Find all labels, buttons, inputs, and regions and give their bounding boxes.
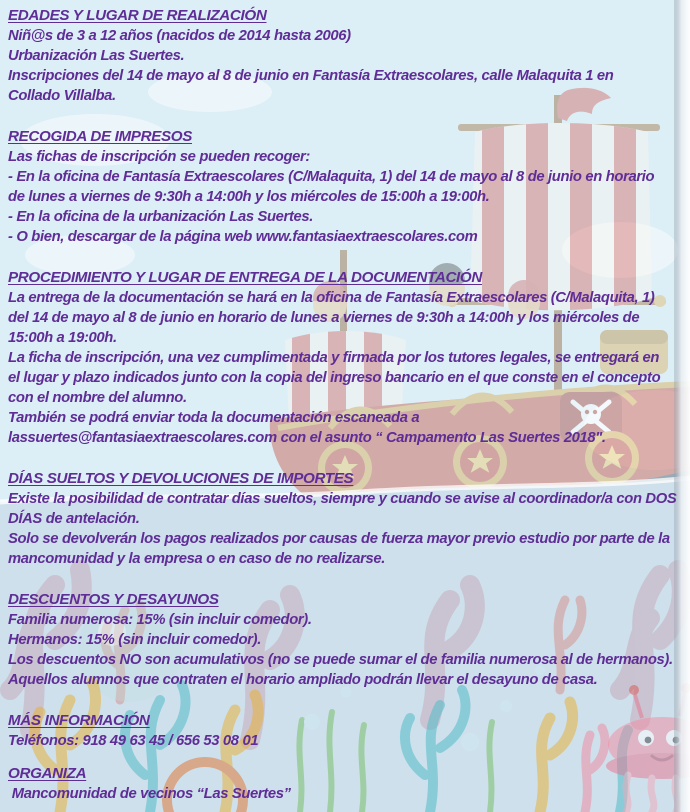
- section-heading: PROCEDIMIENTO Y LUGAR DE ENTREGA DE LA DOCUMENTACIÓN: [8, 269, 483, 286]
- body-line: Existe la posibilidad de contratar días sueltos, siempre y cuando se avise al coordinador/a con DOS: [8, 491, 677, 507]
- body-line: Collado Villalba.: [8, 88, 116, 104]
- flyer-section: [8, 6, 680, 106]
- flyer-section: [8, 711, 680, 751]
- body-line: DÍAS de antelación.: [8, 511, 140, 527]
- body-line: el lugar y plazo indicados junto con la copia del ingreso bancario en el que conste en el concepto: [8, 370, 661, 386]
- body-line: Aquellos alumnos que contraten el horario ampliado podrán llevar el desayuno de casa.: [8, 672, 598, 688]
- body-line: con el nombre del alumno.: [8, 390, 187, 406]
- body-line: Mancomunidad de vecinos “Las Suertes”: [8, 786, 291, 802]
- section-heading: RECOGIDA DE IMPRESOS: [8, 128, 192, 145]
- section-heading: DESCUENTOS Y DESAYUNOS: [8, 591, 219, 608]
- section-heading: MÁS INFORMACIÓN: [8, 712, 150, 729]
- body-line: Hermanos: 15% (sin incluir comedor).: [8, 632, 261, 648]
- flyer-section: [8, 127, 680, 247]
- body-line: Niñ@s de 3 a 12 años (nacidos de 2014 hasta 2006): [8, 28, 351, 44]
- body-line: lassuertes@fantasiaextraescolares.com con el asunto “ Campamento Las Suertes 2018".: [8, 430, 606, 446]
- body-line: La ficha de inscripción, una vez cumplimentada y firmada por los tutores legales, se entregará en: [8, 350, 660, 366]
- body-line: Familia numerosa: 15% (sin incluir comedor).: [8, 612, 312, 628]
- body-line: - En la oficina de la urbanización Las Suertes.: [8, 209, 314, 225]
- body-line: - O bien, descargar de la página web www.fantasiaextraescolares.com: [8, 229, 478, 245]
- body-line: Solo se devolverán los pagos realizados por causas de fuerza mayor previo estudio por parte de la: [8, 531, 670, 547]
- body-line: Los descuentos NO son acumulativos (no se puede sumar el de familia numerosa al de hermanos).: [8, 652, 673, 668]
- body-line: mancomunidad y la empresa o en caso de no realizarse.: [8, 551, 386, 567]
- flyer-section: [8, 764, 680, 804]
- body-line: del 14 de mayo al 8 de junio en horario de lunes a viernes de 9:30h a 14:00h y los miércoles de: [8, 310, 640, 326]
- body-line: También se podrá enviar toda la documentación escaneada a: [8, 410, 420, 426]
- body-line: - En la oficina de Fantasía Extraescolares (C/Malaquita, 1) del 14 de mayo al 8 de junio en horario: [8, 169, 655, 185]
- body-line: de lunes a viernes de 9:30h a 14:00h y los miércoles de 15:00h a 19:00h.: [8, 189, 490, 205]
- flyer-section: [8, 268, 680, 448]
- flyer-section: [8, 469, 680, 569]
- body-line: Inscripciones del 14 de mayo al 8 de junio en Fantasía Extraescolares, calle Malaquita 1 en: [8, 68, 614, 84]
- section-heading: ORGANIZA: [8, 765, 87, 782]
- body-line: Teléfonos: 918 49 63 45 / 656 53 08 01: [8, 733, 259, 749]
- body-line: 15:00h a 19:00h.: [8, 330, 117, 346]
- body-line: La entrega de la documentación se hará en la oficina de Fantasía Extraescolares (C/Malaquita, 1): [8, 290, 655, 306]
- body-line: Urbanización Las Suertes.: [8, 48, 185, 64]
- section-heading: EDADES Y LUGAR DE REALIZACIÓN: [8, 7, 267, 24]
- flyer-section: [8, 590, 680, 690]
- body-line: Las fichas de inscripción se pueden recoger:: [8, 149, 311, 165]
- section-heading: DÍAS SUELTOS Y DEVOLUCIONES DE IMPORTES: [8, 470, 354, 487]
